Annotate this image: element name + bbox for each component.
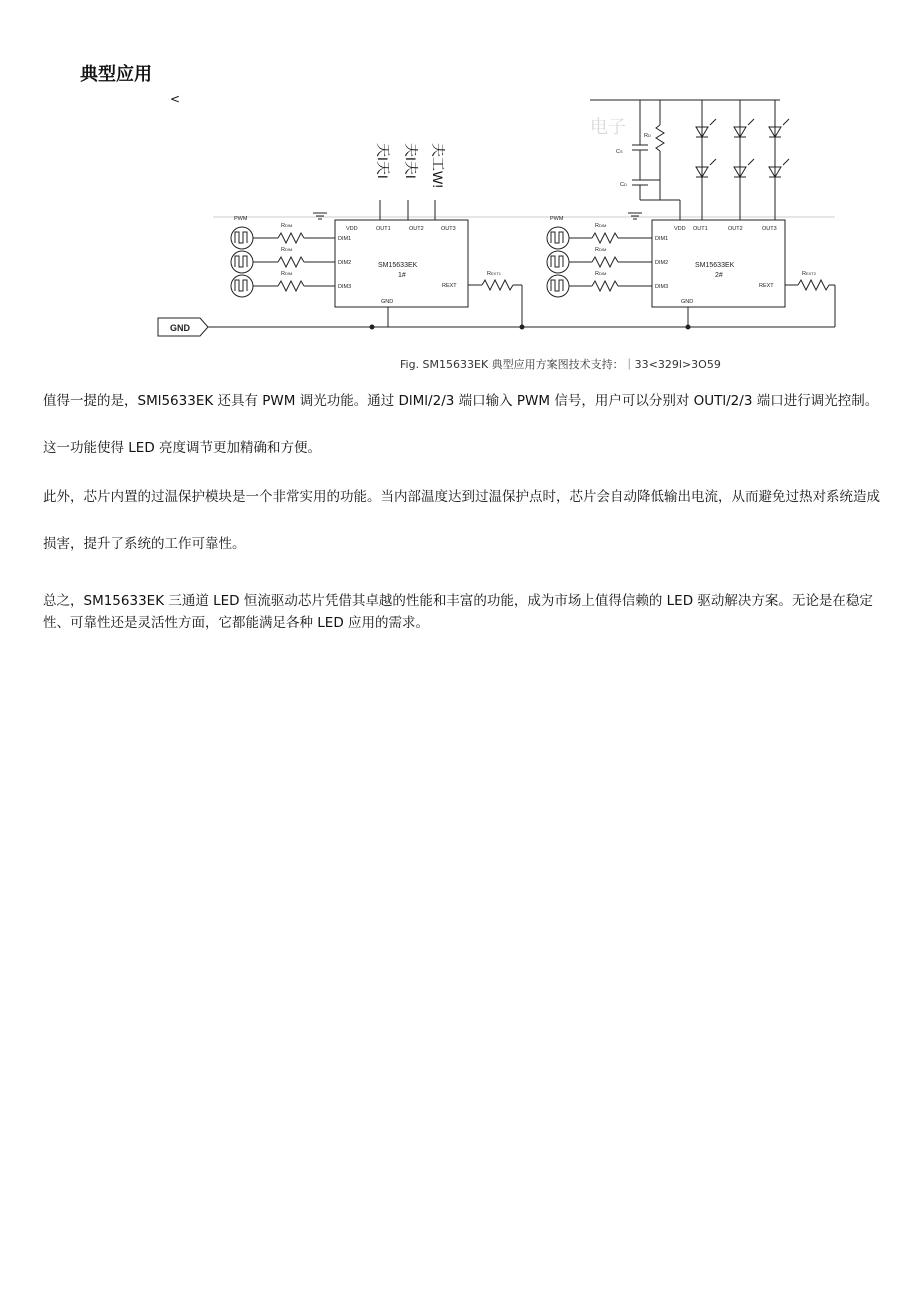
chip2-rdim-1 [592, 233, 618, 243]
paragraph-pwm-dimming: 值得一提的是，SMl5633EK 还具有 PWM 调光功能。通过 DlMl/2/3 端口输入 PWM 信号，用户可以分别对 OUTl/2/3 端口进行调光控制。这一功能使得 LED 亮度调节更加精确和方便。 [43, 393, 879, 456]
chip2-pin-dim2: DIM2 [655, 260, 669, 266]
cs-label: CS [616, 149, 623, 155]
chip1-rdim3-label: RDIM [281, 271, 293, 277]
chip2-pin-rext: REXT [759, 283, 774, 289]
chip1-pin-dim3: DIM3 [338, 284, 352, 290]
chip1-pwm-source-3 [231, 275, 253, 297]
gnd-tag-label: GND [170, 323, 190, 333]
vertical-label-1: 天I天I [375, 143, 391, 179]
chip2-rext-resistor [798, 280, 829, 290]
chip2-rext-label: REXT2 [802, 271, 816, 277]
chip1-pwm-source-1 [231, 227, 253, 249]
chip1-pin-dim1: DIM1 [338, 236, 352, 242]
chip1-pin-gnd: GND [381, 299, 394, 305]
chip2-pwm-source-3 [547, 275, 569, 297]
chip1-rdim2-label: RDIM [281, 247, 293, 253]
chip1-rext-label: REXT1 [487, 271, 501, 277]
chip1-pin-dim2: DIM2 [338, 260, 352, 266]
chip1-rdim-2 [278, 257, 304, 267]
rd-label: RD [644, 133, 651, 139]
chip2-pin-out1: OUT1 [693, 226, 708, 232]
rd-resistor [656, 125, 664, 151]
chip1-pin-out3: OUT3 [441, 226, 456, 232]
chip1-pin-rext: REXT [442, 283, 457, 289]
chip1-rdim-3 [278, 281, 304, 291]
chip2-index: 2# [715, 272, 723, 279]
figure-caption: Fig. SM15633EK 典型应用方案图技术支持：｜33<329l>3O59 [400, 358, 721, 371]
chip1-pin-out2: OUT2 [409, 226, 424, 232]
chip1-pwm-label: PWM [234, 216, 248, 222]
chip1-index: 1# [398, 272, 406, 279]
cd-label: CD [620, 182, 627, 188]
chip2-pwm-source-1 [547, 227, 569, 249]
chip2-rdim2-label: RDIM [595, 247, 607, 253]
chip2-pwm-label: PWM [550, 216, 564, 222]
chip1-pwm-source-2 [231, 251, 253, 273]
chip1-pin-vdd: VDD [346, 226, 358, 232]
vertical-label-3: 夫工W! [430, 143, 446, 189]
chip2-rdim-3 [592, 281, 618, 291]
led-string-2 [734, 119, 754, 177]
chip2-pin-gnd: GND [681, 299, 694, 305]
chip1-rext-resistor [482, 280, 513, 290]
stray-mark: < [170, 92, 181, 106]
vertical-label-2: 夫I夫I [403, 143, 419, 179]
chip2-pwm-source-2 [547, 251, 569, 273]
section-heading: 典型应用 [80, 64, 152, 85]
led-string-1 [696, 119, 716, 177]
chip2-pin-dim3: DIM3 [655, 284, 669, 290]
chip2-pin-dim1: DIM1 [655, 236, 669, 242]
chip2-rdim1-label: RDIM [595, 223, 607, 229]
chip2-rdim-2 [592, 257, 618, 267]
chip2-pin-out3: OUT3 [762, 226, 777, 232]
chip2-pin-vdd: VDD [674, 226, 686, 232]
led-string-3 [769, 119, 789, 177]
chip1-rdim1-label: RDIM [281, 223, 293, 229]
typical-application-schematic [150, 95, 850, 345]
chip1-name: SM15633EK [378, 262, 418, 269]
chip1-pin-out1: OUT1 [376, 226, 391, 232]
chip1-rdim-1 [278, 233, 304, 243]
chip2-name: SM15633EK [695, 262, 735, 269]
chip2-pin-out2: OUT2 [728, 226, 743, 232]
watermark: 电子 [590, 117, 626, 137]
chip2-rdim3-label: RDIM [595, 271, 607, 277]
paragraph-thermal-protection: 此外，芯片内置的过温保护模块是一个非常实用的功能。当内部温度达到过温保护点时，芯片会自动降低输出电流，从而避免过热对系统造成损害，提升了系统的工作可靠性。 [43, 489, 880, 552]
paragraph-summary: 总之，SM15633EK 三通道 LED 恒流驱动芯片凭借其卓越的性能和丰富的功能，成为市场上值得信赖的 LED 驱动解决方案。无论是在稳定性、可靠性还是灵活性方面，它都能满足各种 LED 应用的需求。 [43, 593, 873, 631]
